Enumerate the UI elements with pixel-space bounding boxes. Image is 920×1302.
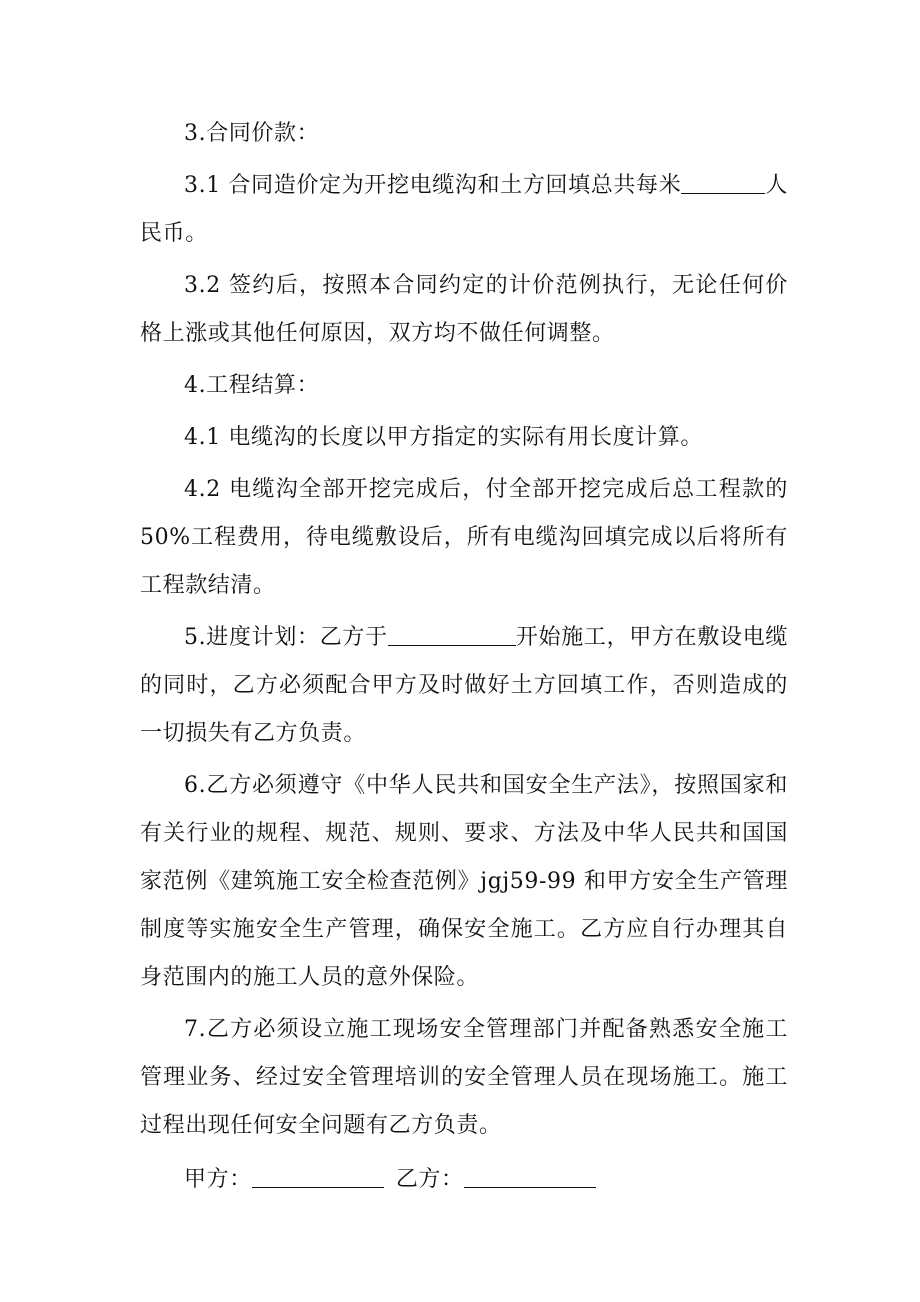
signature-line — [140, 1156, 788, 1204]
clause-3-2-text: 3.2 签约后，按照本合同约定的计价范例执行，无论任何价格上涨或其他任何原因，双方均不做任何调整。 — [140, 273, 788, 346]
clause-4-2 — [140, 466, 788, 610]
party-a-label: 甲方： — [184, 1167, 252, 1192]
clause-3-1-text-after: 人民币。 — [140, 173, 788, 246]
section-5 — [140, 614, 788, 758]
party-a-signature-blank — [252, 1161, 384, 1188]
section-6-text: 6.乙方必须遵守《中华人民共和国安全生产法》，按照国家和有关行业的规程、规范、规则、要求、方法及中华人民共和国国家范例《建筑施工安全检查范例》jgj59-99 和甲方安全生产管理制度等实施安全生产管理，确保安全施工。乙方应自行办理其自身范围内的施工人员的意外保险。 — [140, 773, 788, 990]
section-6 — [140, 762, 788, 1002]
section-7 — [140, 1006, 788, 1150]
section-4-heading — [140, 362, 788, 410]
clause-4-1 — [140, 414, 788, 462]
party-b-label: 乙方： — [395, 1167, 464, 1192]
section-3-heading-text: 3.合同价款： — [184, 121, 320, 146]
price-per-meter-blank — [681, 167, 765, 194]
party-b-signature-blank — [464, 1161, 596, 1188]
clause-4-1-text: 4.1 电缆沟的长度以甲方指定的实际有用长度计算。 — [184, 425, 703, 450]
start-date-blank — [388, 619, 516, 646]
section-5-text-before: 5.进度计划：乙方于 — [184, 625, 388, 650]
clause-3-1 — [140, 162, 788, 258]
clause-4-2-text: 4.2 电缆沟全部开挖完成后，付全部开挖完成后总工程款的 50%工程费用，待电缆敷设后，所有电缆沟回填完成以后将所有工程款结清。 — [140, 477, 788, 598]
clause-3-2 — [140, 262, 788, 358]
section-4-heading-text: 4.工程结算： — [184, 373, 320, 398]
clause-3-1-text-before: 3.1 合同造价定为开挖电缆沟和土方回填总共每米 — [184, 173, 682, 198]
section-3-heading — [140, 110, 788, 158]
section-5-text-after: 开始施工，甲方在敷设电缆的同时，乙方必须配合甲方及时做好土方回填工作，否则造成的一切损失有乙方负责。 — [140, 625, 788, 746]
contract-body — [140, 110, 788, 1204]
section-7-text: 7.乙方必须设立施工现场安全管理部门并配备熟悉安全施工管理业务、经过安全管理培训的安全管理人员在现场施工。施工过程出现任何安全问题有乙方负责。 — [140, 1017, 788, 1138]
